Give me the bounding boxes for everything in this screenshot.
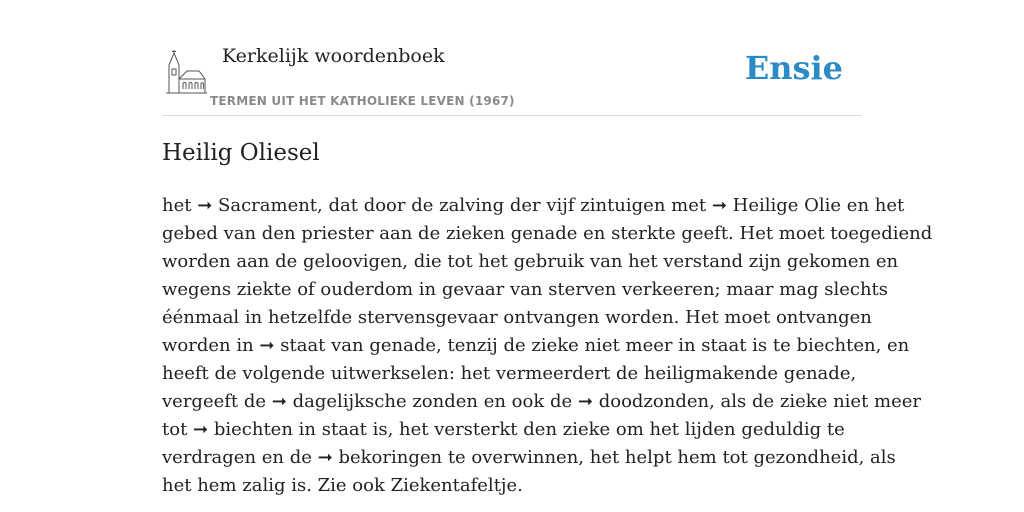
entry-line: éénmaal in hetzelfde stervensgevaar ontvangen worden. Het moet ontvangen bbox=[162, 307, 872, 328]
dictionary-subtitle: TERMEN UIT HET KATHOLIEKE LEVEN (1967) bbox=[210, 94, 515, 108]
brand-logo-link[interactable]: Ensie bbox=[744, 49, 843, 87]
cross-reference-arrow-icon[interactable]: ➞ bbox=[271, 391, 287, 412]
cross-reference-arrow-icon[interactable]: ➞ bbox=[711, 195, 727, 216]
cross-reference-arrow-icon[interactable]: ➞ bbox=[197, 195, 213, 216]
cross-reference-arrow-icon[interactable]: ➞ bbox=[259, 335, 275, 356]
entry-line: vergeeft de ➞ dagelijksche zonden en ook de ➞ doodzonden, als de zieke niet meer bbox=[162, 391, 922, 412]
church-icon bbox=[165, 49, 207, 95]
entry-line: worden in ➞ staat van genade, tenzij de zieke niet meer in staat is te biechten, en bbox=[162, 335, 910, 356]
entry-line: wegens ziekte of ouderdom in gevaar van sterven verkeeren; maar mag slechts bbox=[162, 279, 889, 300]
entry-body bbox=[162, 192, 933, 500]
entry-line: tot ➞ biechten in staat is, het versterkt den zieke om het lijden geduldig te bbox=[162, 419, 845, 440]
entry-line: het hem zalig is. Zie ook Ziekentafeltje. bbox=[162, 475, 523, 496]
cross-reference-arrow-icon[interactable]: ➞ bbox=[317, 447, 333, 468]
entry-line: heeft de volgende uitwerkselen: het vermeerdert de heiligmakende genade, bbox=[162, 363, 857, 384]
entry-line: gebed van den priester aan de zieken genade en sterkte geeft. Het moet toegediend bbox=[162, 223, 933, 244]
cross-reference-arrow-icon[interactable]: ➞ bbox=[193, 419, 209, 440]
header bbox=[162, 0, 862, 116]
entry-line: worden aan de geloovigen, die tot het gebruik van het verstand zijn gekomen en bbox=[162, 251, 899, 272]
entry-line: het ➞ Sacrament, dat door de zalving der vijf zintuigen met ➞ Heilige Olie en het bbox=[162, 195, 905, 216]
cross-reference-arrow-icon[interactable]: ➞ bbox=[577, 391, 593, 412]
page bbox=[162, 0, 933, 512]
entry-title: Heilig Oliesel bbox=[162, 140, 320, 166]
entry-line: verdragen en de ➞ bekoringen te overwinnen, het helpt hem tot gezondheid, als bbox=[162, 447, 896, 468]
dictionary-title[interactable]: Kerkelijk woordenboek bbox=[222, 45, 445, 67]
